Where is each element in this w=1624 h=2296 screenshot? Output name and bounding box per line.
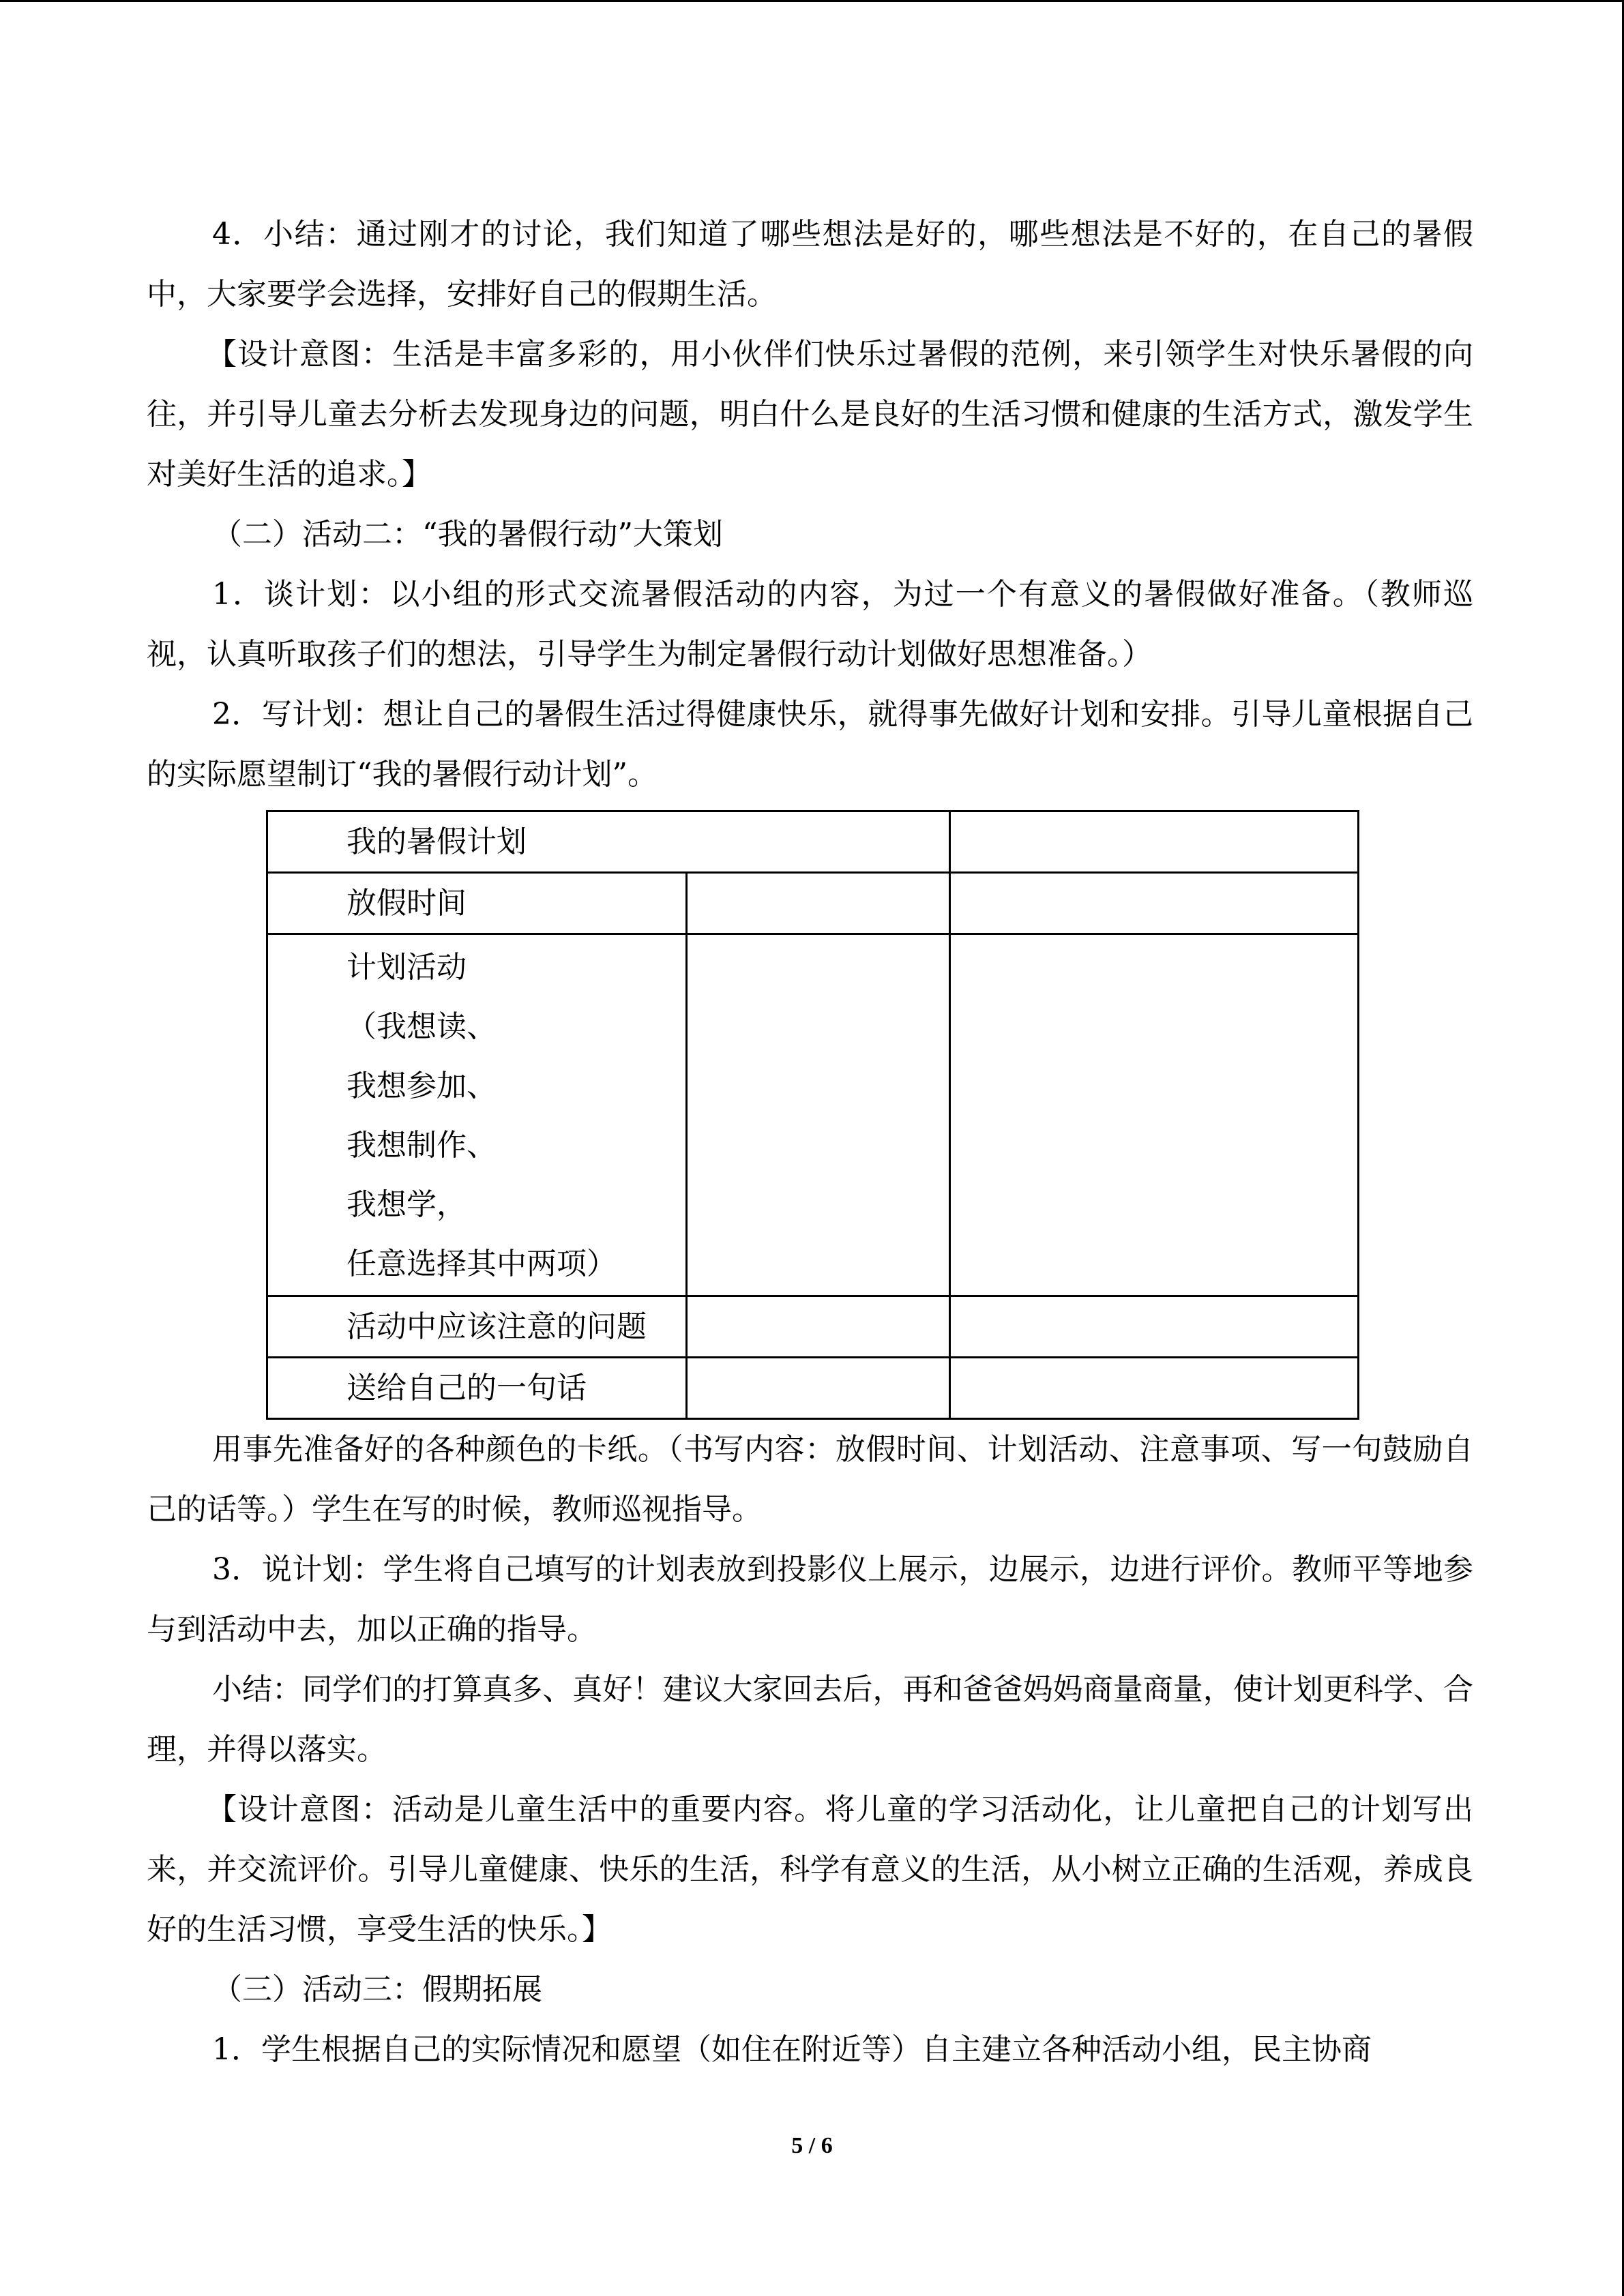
- activity-line: 我想参加、: [346, 1069, 497, 1103]
- row-label-time: 放假时间: [346, 886, 467, 921]
- row-label-words: 送给自己的一句话: [346, 1371, 587, 1405]
- paragraph-say-plan: 3．说计划：学生将自己填写的计划表放到投影仪上展示，边展示，边进行评价。教师平等地参与到活动中去，加以正确的指导。: [147, 1552, 1473, 1647]
- heading-activity-two: （二）活动二：“我的暑假行动”大策划: [212, 517, 723, 552]
- activity-line: 计划活动: [346, 950, 467, 985]
- table-cell: [950, 1296, 1359, 1358]
- table-cell: [687, 934, 950, 1296]
- table-cell: [687, 1358, 950, 1419]
- activity-line: 任意选择其中两项）: [346, 1247, 617, 1281]
- table-cell: [267, 811, 950, 873]
- paragraph-talk-plan: 1．谈计划：以小组的形式交流暑假活动的内容，为过一个有意义的暑假做好准备。（教师巡视，认真听取孩子们的想法，引导学生为制定暑假行动计划做好思想准备。）: [147, 577, 1473, 672]
- paragraph-summary-2: 小结：同学们的打算真多、真好！建议大家回去后，再和爸爸妈妈商量商量，使计划更科学、合理，并得以落实。: [147, 1672, 1473, 1767]
- heading-activity-three: （三）活动三：假期拓展: [212, 1972, 542, 2007]
- table-cell: [687, 873, 950, 934]
- table-title: 我的暑假计划: [346, 824, 527, 859]
- table-cell: [267, 1358, 687, 1419]
- top-border: [0, 0, 1624, 2]
- paragraph-groups: 1．学生根据自己的实际情况和愿望（如住在附近等）自主建立各种活动小组，民主协商: [212, 2032, 1372, 2067]
- activity-line: （我想读、: [346, 1009, 497, 1044]
- table-row: [267, 873, 1359, 934]
- page-number: 5 / 6: [791, 2133, 833, 2158]
- paragraph-card-paper: 用事先准备好的各种颜色的卡纸。（书写内容：放假时间、计划活动、注意事项、写一句鼓励自己的话等。）学生在写的时候，教师巡视指导。: [147, 1432, 1473, 1527]
- paragraph-write-plan: 2．写计划：想让自己的暑假生活过得健康快乐，就得事先做好计划和安排。引导儿童根据自己的实际愿望制订“我的暑假行动计划”。: [147, 697, 1473, 792]
- table-cell: [267, 1296, 687, 1358]
- table-cell: [950, 811, 1359, 873]
- paragraph-summary: 4．小结：通过刚才的讨论，我们知道了哪些想法是好的，哪些想法是不好的，在自己的暑假中，大家要学会选择，安排好自己的假期生活。: [147, 217, 1473, 312]
- paragraph-design-intent-2: 【设计意图：活动是儿童生活中的重要内容。将儿童的学习活动化，让儿童把自己的计划写出来，并交流评价。引导儿童健康、快乐的生活，科学有意义的生活，从小树立正确的生活观，养成良好的生活习惯，享受生活的快乐。】: [147, 1792, 1473, 1947]
- table-cell: [267, 934, 687, 1296]
- activity-line: 我想制作、: [346, 1128, 497, 1163]
- table-cell: [950, 873, 1359, 934]
- table-row: [267, 934, 1359, 1296]
- activity-line: 我想学，: [346, 1187, 467, 1222]
- table-cell: [687, 1296, 950, 1358]
- document-body: [147, 205, 1473, 2080]
- paragraph-design-intent-1: 【设计意图：生活是丰富多彩的，用小伙伴们快乐过暑假的范例，来引领学生对快乐暑假的向往，并引导儿童去分析去发现身边的问题，明白什么是良好的生活习惯和健康的生活方式，激发学生对美好生活的追求。】: [147, 337, 1473, 492]
- table-cell: [950, 934, 1359, 1296]
- summer-plan-table: [266, 810, 1359, 1420]
- table-row: [267, 1358, 1359, 1419]
- row-label-notice: 活动中应该注意的问题: [346, 1309, 647, 1344]
- table-row: [267, 1296, 1359, 1358]
- table-cell: [267, 873, 687, 934]
- table-cell: [950, 1358, 1359, 1419]
- table-row: [267, 811, 1359, 873]
